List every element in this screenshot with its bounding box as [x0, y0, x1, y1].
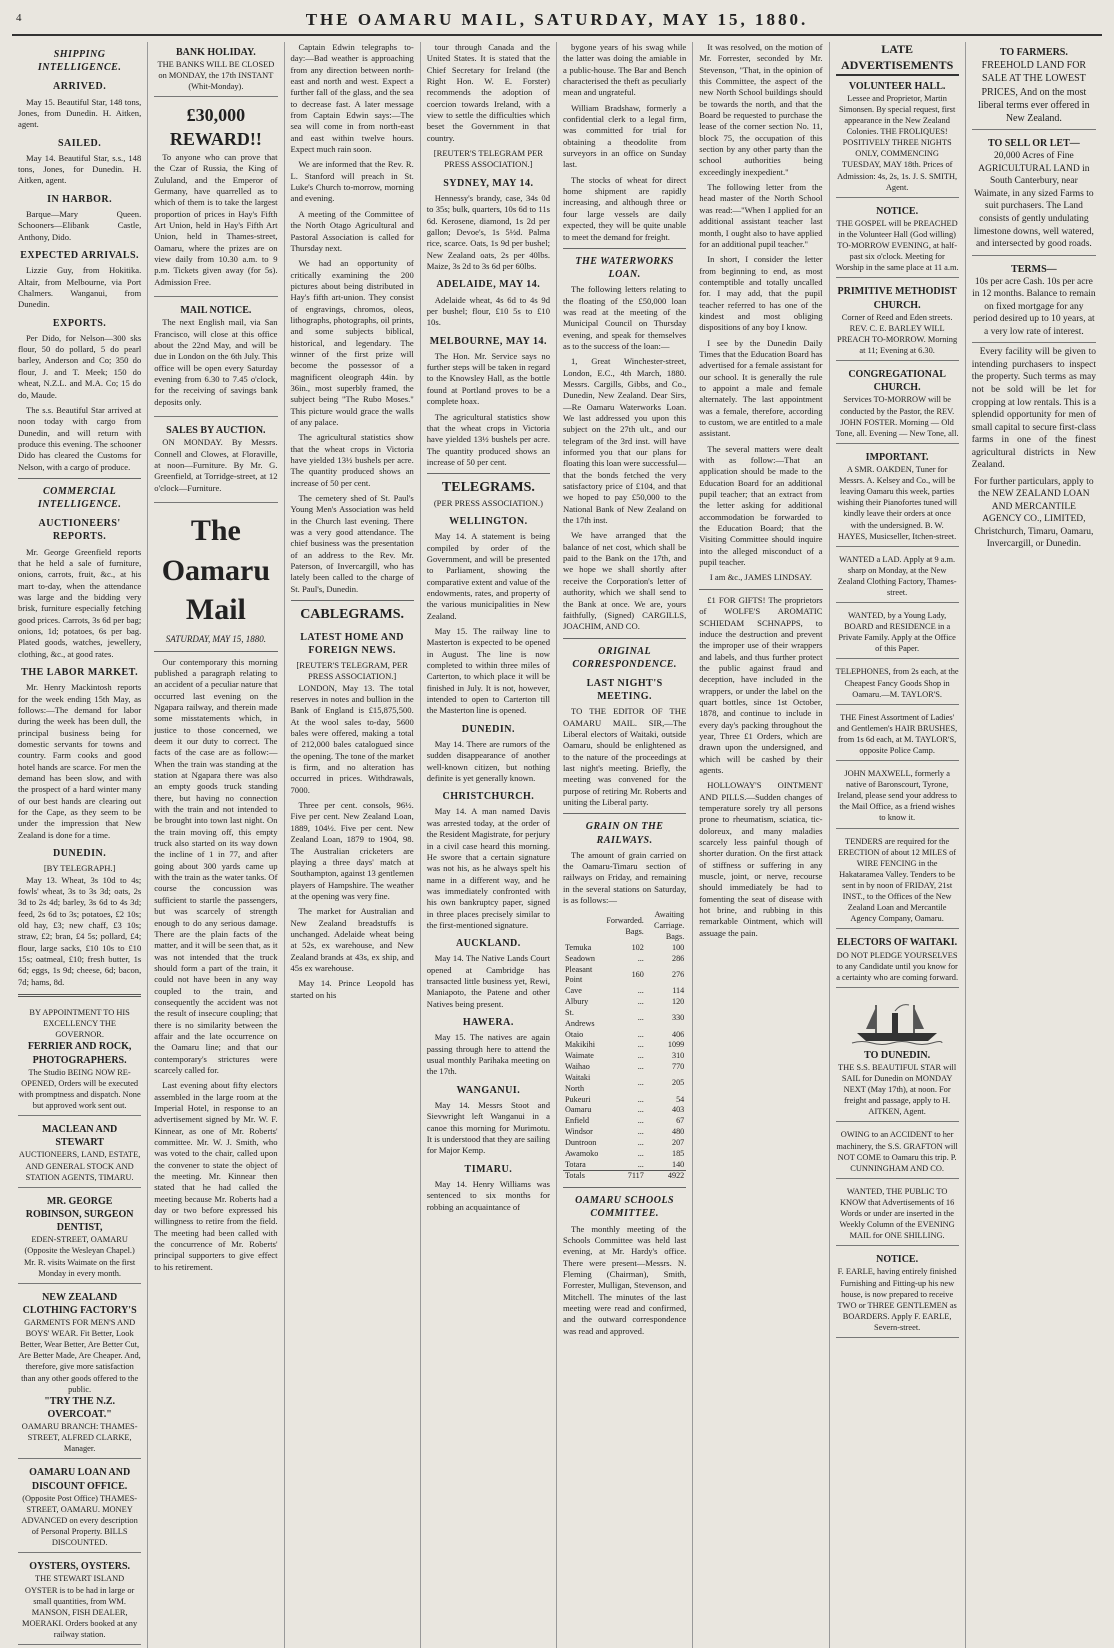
ad-to-sell-or-let	[972, 133, 1096, 255]
grain-heading: GRAIN ON THE RAILWAYS.	[585, 821, 664, 846]
waterworks-text: The following letters relating to the floating of the £50,000 loan was read at the meeting of the Municipal Council on Thursday evening, and speak for themselves as to the success of the loan:—	[563, 284, 687, 351]
dunedin-subheading: [BY TELEGRAPH.]	[43, 863, 116, 874]
telegrams-source: (PER PRESS ASSOCIATION.)	[433, 497, 543, 508]
table-cell: 770	[671, 1062, 685, 1072]
ad-text: The next English mail, via San Francisco, will close at this office about the 22nd May, and will be due in London on the 6th July. This office will be open every Saturday evening from 6.30 to 7.45 o'clock, for the receiving of savings bank deposits only.	[154, 317, 278, 407]
table-cell: 140	[671, 1159, 685, 1169]
ad-grafton	[836, 1125, 959, 1178]
table-cell: 54	[676, 1094, 685, 1104]
labor-heading: THE LABOR MARKET.	[21, 667, 139, 679]
source-line: [REUTER'S TELEGRAM PER PRESS ASSOCIATION.]	[433, 148, 544, 170]
ad-text: TELEPHONES, from 2s each, at the Cheapest Fancy Goods Shop in Oamaru.—M. TAYLOR'S.	[835, 667, 959, 699]
arrived-heading: ARRIVED.	[53, 81, 107, 93]
news-paragraph: We had an opportunity of critically examining the 200 pictures about being distributed in Hay's fifth art-union. They consist of engravings, chromos, oleos, lithographs, photographs, oil prints, and some subjects biblical, historical, and legendary. The winner of the first prize will become the possessor of a magnificent oleograph 44in. by 36in., most superbly framed, the subject being "The Rubo Moses." This picture would grace the walls of any palace.	[290, 258, 414, 427]
ad-gospel-notice	[836, 201, 959, 279]
masthead-title: THE OAMARU MAIL, SATURDAY, MAY 15, 1880.	[305, 10, 809, 29]
dunedin-heading: DUNEDIN.	[461, 723, 515, 735]
column-2	[148, 42, 284, 1648]
table-cell: Totara	[565, 1159, 586, 1169]
ad-text: EDEN-STREET, OAMARU (Opposite the Wesleyan Chapel.) Mr. R. visits Waimate on the first Monday in every month.	[23, 1235, 136, 1278]
editorial-paragraph: Last evening about fifty electors assembled in the large room at the Imperial Hotel, in response to an advertisement signed by Mr. W. F. Kinnear, as one of Mr. Roberts' committee. Mr. W. J. Smith, who was voted to the chair, called upon the convener to state the object of the meeting. Mr. Kinnear then stated that he had called the meeting because Mr. Roberts had a day or two before expressed his willingness to retire from the field. The meeting had been called with the concurrence of Mr. Roberts' principal supporters to give effect to his retirement.	[154, 1080, 278, 1272]
masthead	[12, 10, 1102, 36]
table-row	[563, 986, 686, 997]
ad-text: THE S.S. BEAUTIFUL STAR will SAIL for Dunedin on MONDAY NEXT (May 17th), at noon. For freight and passage, apply to H. AITKEN, Agent.	[838, 1062, 957, 1117]
table-cell: 1099	[667, 1040, 685, 1050]
ad-title: PRIMITIVE METHODIST CHURCH.	[837, 286, 957, 311]
ad-title: TERMS—	[1011, 263, 1057, 275]
christchurch-heading: CHRISTCHURCH.	[442, 791, 535, 803]
divider	[699, 589, 822, 590]
ad-title: TO SELL OR LET—	[987, 138, 1080, 150]
ad-title: TO DUNEDIN.	[864, 1049, 931, 1061]
ad-to-dunedin	[836, 991, 959, 1123]
ad-text: ON MONDAY. By Messrs. Connell and Clowes, at Floraville, at noon—Furniture. By Mr. G. Greenfield, at Torridge-street, at 12 o'clock—Furniture.	[154, 437, 278, 493]
ad-title: SALES BY AUCTION.	[166, 425, 266, 437]
ad-text: Services TO-MORROW will be conducted by the Pastor, the REV. JOHN FOSTER. Morning — Old Tone, all. Evening — New Tone, all.	[835, 395, 959, 438]
auctioneers-heading: AUCTIONEERS' REPORTS.	[38, 518, 121, 543]
table-cell: 276	[671, 970, 685, 980]
ad-text: TENDERS are required for the ERECTION of about 12 MILES of WIRE FENCING in the Hakataramea Valley. Tenders to be sent in by noon of FRIDAY, 21st INST., to the Offices of the New Zealand Loan and Mercantile Agency Company, Oamaru.	[838, 836, 957, 924]
cable-paragraph: The market for Australian and New Zealand breadstuffs is unchanged. Adelaide wheat being at 52s, ex warehouse, and New Zealand brands at 43s, ex ship, and 45s ex warehouse.	[290, 906, 414, 973]
ad-wanted-board	[836, 606, 959, 659]
last-night-text: TO THE EDITOR OF THE OAMARU MAIL. SIR,—The Liberal electors of Waitaki, outside Oamaru, should be enlightened as to the nature of the proceedings at last night's meeting. Briefly, the meeting was convened for the purpose of retiring Mr. Roberts and uniting the Liberal party.	[563, 706, 687, 808]
divider	[291, 600, 414, 601]
expected-text: Lizzie Guy, from Hokitika. Altair, from Melbourne, via Port Chalmers. Wanganui, from Dunedin.	[18, 265, 142, 310]
telegrams-heading: TELEGRAMS.	[441, 480, 535, 496]
ad-text: Corner of Reed and Eden streets. REV. C. E. BARLEY WILL PREACH TO-MORROW. Morning at 11; Evening at 6.30.	[837, 312, 958, 355]
ad-text: Every facility will be given to intending purchasers to inspect the property. Such terms as may not be sold will be let for cropping at low rentals. This is a splendid opportunity for men of small capital to secure first-class farms in one of the finest agricultural districts in New Zealand.	[971, 347, 1096, 471]
wanganui-text: May 14. Messrs Stoot and Sievwright left Wanganui in a canoe this morning for Murimotu. It is understood that they are sailing for Major Kemp.	[426, 1099, 550, 1156]
ad-bank-holiday	[154, 42, 277, 97]
ad-loan-office	[18, 1462, 141, 1553]
sailed-heading: SAILED.	[58, 137, 102, 149]
ad-title: ELECTORS OF WAITAKI.	[837, 937, 958, 949]
ad-text: THE GOSPEL will be PREACHED in the Volunteer Hall (God willing) TO-MORROW EVENING, at half-past six o'clock. Meeting for Worship in the same place at 11 a.m.	[835, 218, 959, 273]
christchurch-text: May 14. A man named Davis was arrested today, at the order of the Resident Magistrate, for perjury in a civil case heard this morning. He swore that a certain signature was not his, as he always spelt his name in a different way, and he was immediately confronted with his own bankruptcy paper, signed in three places precisely similar to the first-mentioned signature.	[426, 806, 550, 930]
ad-text: Lessee and Proprietor, Martin Simonsen. By special request, first appearance in the New Zealand Colonies. THE FROLIQUES! POSITIVELY THREE NIGHTS ONLY, COMMENCING TUESDAY, MAY 18th. Prices of Admission: 4s, 2s, 1s. J. S. SMITH, Agent.	[837, 93, 958, 192]
news-paragraph: bygone years of his swag while the latter was doing the amiable in a public-house. The Bar and Bench characterised the theft as peculiarly mean and ungrateful.	[563, 42, 687, 98]
table-row	[563, 1116, 686, 1127]
table-cell: ...	[637, 1116, 644, 1126]
table-cell: Waimate	[565, 1051, 594, 1061]
table-row	[563, 997, 686, 1008]
ad-title: MR. GEORGE ROBINSON, SURGEON DENTIST,	[25, 1195, 134, 1234]
ad-title: BANK HOLIDAY.	[175, 47, 256, 58]
ad-sales	[154, 420, 277, 503]
table-cell: Makikihi	[565, 1040, 596, 1050]
grain-text: The amount of grain carried on the Oamaru-Timaru section of railways on Friday, and remaining in the several stations on Saturday, is as follows:—	[563, 849, 687, 906]
table-cell: Temuka	[565, 942, 592, 952]
page-number: 4	[16, 12, 22, 24]
adelaide-heading: ADELAIDE, MAY 14.	[436, 279, 541, 291]
ad-text: OWING to an ACCIDENT to her machinery, the S.S. GRAFTON will NOT COME to Oamaru this trip. P. CUNNINGHAM AND CO.	[836, 1130, 958, 1173]
in-harbor-heading: IN HARBOR.	[47, 193, 113, 205]
table-cell: Totals	[563, 1171, 602, 1182]
table-cell: ...	[637, 1137, 644, 1147]
ad-evening-mail	[836, 1182, 959, 1246]
table-row	[563, 1160, 686, 1171]
table-cell: Awamoko	[565, 1148, 599, 1158]
ad-telephones	[836, 662, 959, 704]
table-cell: Duntroon	[565, 1137, 597, 1147]
table-cell: Pukeuri	[565, 1094, 591, 1104]
cablegrams-heading: CABLEGRAMS.	[300, 607, 405, 623]
divider	[427, 473, 550, 474]
table-cell: 310	[671, 1051, 685, 1061]
cable-paragraph: Three per cent. consols, 96½. Five per cent. New Zealand Loan, 1889, 104½. Five per cent. New Zealand Loan, 1879 to 1904, 98. The Australian cricketers are playing a three days' match at Southampton, against 13 gentlemen players of Hampshire. The weather at the opening was very fine.	[290, 800, 414, 901]
editorial-paragraph: Our contemporary this morning published a paragraph relating to an accident of a peculiar nature that occurred last evening on the Ngapara railway, and therein made some misstatements which, in justice to those concerned, we deem it our duty to correct. The facts of the case are as follow:—When the train was standing at the station at Ngapara there was also an empty goods truck standing there, but having no connection with the train and not intended to be brought into town last night. On the train moving off, this empty truck also started on its way down the incline of 1 in 77, and after going about 300 yards came up with the train as the water tanks. Of course the concussion was sufficient to startle the passengers, but was scarcely of strength enough to do any serious damage. There are the plain facts of the matter, and it will be seen that, as it was not intended that the truck should form a part of the train, it could not have been in any way coupled to the train, and consequently the accident was not the result of insecure coupling; that there is no similarity between the affair and the late occurrence on the Oamaru line; and that our contemporary's strictures were scarcely called for.	[154, 656, 278, 1075]
late-ads-heading: LATE ADVERTISEMENTS	[836, 42, 959, 76]
news-paragraph: It was resolved, on the motion of Mr. Forrester, seconded by Mr. Stevenson, "That, in the opinion of this Committee, the aspect of the new North School buildings should be towards the north, and that the Board be requested to purchase the lease of the corner section No. 11, block 75, the occupation of this section by any other party than the school authorities being exceedingly inexpedient."	[699, 42, 823, 177]
table-row	[563, 1062, 686, 1073]
table-row	[563, 965, 686, 987]
table-cell: 120	[671, 997, 685, 1007]
table-cell: 100	[671, 942, 685, 952]
auctioneers-text: Mr. George Greenfield reports that he held a sale of furniture, onions, carrots, fruit, &c., at his mart to-day, when the attendance was large and the bidding very brisk, furniture especially fetching good prices. Carrots, 3s 6d per bag; onions, 1d; potatoes, 6s per bag. Plated goods, watches, jewellery, clothing, &c., at good rates.	[18, 546, 142, 659]
auckland-heading: AUCKLAND.	[455, 938, 521, 950]
table-cell: Albury	[565, 997, 589, 1007]
ad-text: WANTED, THE PUBLIC TO KNOW that Advertisements of 16 Words or under are inserted in the Weekly Column of the EVENING MAIL for ONE SHILLING.	[839, 1186, 955, 1241]
table-cell: ...	[637, 1105, 644, 1115]
news-paragraph: A meeting of the Committee of the North Otago Agricultural and Pastoral Association is called for Thursday next.	[290, 208, 414, 253]
ad-text: OAMARU BRANCH: THAMES-STREET, ALFRED CLARKE, Manager.	[21, 1422, 138, 1454]
ad-congregational	[836, 364, 959, 444]
ad-title: CONGREGATIONAL CHURCH.	[848, 369, 946, 394]
ad-slogan: "TRY THE N.Z. OVERCOAT."	[44, 1395, 116, 1420]
ad-clothing-factory	[18, 1287, 141, 1460]
ad-title: MACLEAN AND STEWART	[41, 1124, 118, 1149]
divider	[563, 638, 686, 639]
table-cell: ...	[637, 1040, 644, 1050]
table-cell: 330	[671, 1013, 685, 1023]
table-row	[563, 1073, 686, 1095]
ad-title: TO FARMERS.	[999, 47, 1068, 58]
table-row	[563, 1138, 686, 1149]
column-5	[557, 42, 693, 1648]
ad-title: FERRIER AND ROCK, PHOTOGRAPHERS.	[27, 1041, 132, 1066]
table-cell: ...	[637, 1078, 644, 1088]
exports-text: Per Dido, for Nelson—300 sks flour, 50 do pollard, 5 do pearl barley, Anderson and Co; 350 do flour, J. and T. Meek; 150 do wheat, N.Z.L. and M.A. Co; 15 do do, Maude.	[18, 332, 142, 400]
table-cell: 7117	[602, 1171, 646, 1182]
table-header-cell: Forwarded. Bags.	[606, 915, 644, 936]
ad-title: MAIL NOTICE.	[180, 305, 252, 317]
shipping-heading: SHIPPING INTELLIGENCE.	[37, 49, 122, 74]
ad-title: OAMARU LOAN AND DISCOUNT OFFICE.	[29, 1467, 131, 1492]
letter-text: We have arranged that the balance of net cost, which shall be paid to the Bank on the 17th, and we hope we shall shortly after receive the Corporation's letter of authority, which we shall send to the Bank at once. We are, yours faithfully, (Signed) CARGILLS, JOACHIM, AND CO.	[563, 530, 687, 632]
ad-important	[836, 447, 959, 547]
news-paragraph: The stocks of wheat for direct home shipment are rapidly increasing, and although three or four large vessels are daily expected, they will be quite unable to meet the demand for freight.	[563, 174, 687, 242]
melbourne-text: The Hon. Mr. Service says no further steps will be taken in regard to the Knowsley Hall, as the bottle found at Portland proves to be a complete hoax.	[426, 350, 550, 407]
news-paragraph: The following letter from the head master of the North School was read:—"When I applied for an additional assistant teacher last month, I ought also to have applied for an additional pupil teacher."	[699, 182, 823, 249]
correspondence-heading: ORIGINAL CORRESPONDENCE.	[572, 645, 677, 670]
exports-heading: EXPORTS.	[52, 317, 107, 329]
divider	[563, 1187, 686, 1188]
ad-appointment: BY APPOINTMENT TO HIS EXCELLENCY THE GOVERNOR.	[29, 1008, 130, 1040]
wellington-text: May 15. The railway line to Masterton is expected to be opened in August. The line is now completed to within three miles of Carterton, to which place it will be finished in July. It is not, however, intended to open to Carterton till the Masterton line is opened.	[426, 625, 550, 716]
news-paragraph: We are informed that the Rev. R. L. Stanford will preach in St. Luke's Church to-morrow, morning and evening.	[290, 159, 414, 204]
table-cell: ...	[637, 1094, 644, 1104]
ad-maclean-stewart	[18, 1119, 141, 1188]
news-paragraph: I see by the Dunedin Daily Times that the Education Board has advertised for a female assistant for our school. It is generally the rule to appoint a male and female alternately. The last appointment was a female, therefore, according to custom, we are entitled to a male assistant.	[699, 337, 823, 439]
table-cell: 160	[631, 970, 644, 980]
table-row	[563, 1051, 686, 1062]
dunedin-text: May 13. Wheat, 3s 10d to 4s; fowls' wheat, 3s to 3s 3d; oats, 2s 3d to 2s 4d; barley, 3s 6d to 4s 3d; feed, 2s 6d to 3s; potatoes, £2 10s; old hay, £3; new chaff, £3 10s; straw, £2; bran, £4 5s; pollard, £4; flour, large sacks, £10 10s to £10 15s; oatmeal, £10; fresh butter, 1s 6d; eggs, 1s 9d; cheese, 6d; bacon, 7d; hams, 8d.	[18, 874, 142, 987]
table-cell: ...	[637, 1051, 644, 1061]
ad-terms	[972, 259, 1096, 344]
table-cell: Cave	[565, 986, 582, 996]
table-row	[563, 1008, 686, 1030]
table-cell: 67	[676, 1116, 685, 1126]
waterworks-heading: THE WATERWORKS LOAN.	[575, 255, 674, 281]
ad-text: To anyone who can prove that the Czar of Russia, the King of Zululand, and the Emperor of Germany, have quarrelled as to which of them is to take the largest proportion of prices in Hay's Fifth Art Union, held in Hay's Fifth Art Union, held in Thames-street, Oamaru, where the prizes are on view daily from 10.30 a.m. to 9 p.m. Tickets given away (for 5s). Admission Free.	[154, 151, 278, 287]
table-cell: 480	[671, 1127, 685, 1137]
steamship-icon	[852, 999, 942, 1045]
ad-text: The Studio BEING NOW RE-OPENED, Orders will be executed with promptness and dispatch. None but approved work sent out.	[18, 1067, 141, 1110]
grain-table-body	[563, 943, 686, 1182]
table-cell: Waitaki North	[565, 1072, 591, 1093]
hawera-heading: HAWERA.	[462, 1017, 514, 1029]
letter-text: 1, Great Winchester-street, London, E.C., 4th March, 1880. Messrs. Cargills, Gibbs, and Co., Dunedin, New Zealand. Dear Sirs,—Re Oamaru Waterworks Loan. We last addressed you upon this subject on the 27th ult., and our telegram of the 3rd inst. will have informed you that our plans for floating this loan were successful—that the bonds fetched the very satisfactory price of £104, and that we hoped to pay £50,000 to the National Bank of New Zealand on the 17th inst.	[563, 356, 687, 526]
ad-earle-notice	[836, 1249, 959, 1338]
news-paragraph: £1 FOR GIFTS! The proprietors of WOLFE'S AROMATIC SCHIEDAM SCHNAPPS, to induce the destruction and prevent the improper use of their wrappers and labels, and thus further protect the public against fraud and deception, have included in the wrappers, or under the label on the quart bottles, since 1st October, 1878, and continue to include in every day's packing throughout the year, Three £1 Orders, which are drawn upon the undersigned, and which will be cashed by their agents.	[699, 594, 823, 775]
table-row	[563, 954, 686, 965]
cable-paragraph: LONDON, May 13. The total reserves in notes and bullion in the Bank of England is £15,875,500. At the wool sales to-day, 5600 bales were offered, making a total of 212,000 bales catalogued since the opening. The tone of the market is firm, and no alteration has occurred in prices. Withdrawals, 7000.	[290, 682, 414, 795]
ad-electors	[836, 932, 959, 987]
ad-text: THE BANKS WILL BE CLOSED on MONDAY, the 17th INSTANT (Whit-Monday).	[157, 60, 275, 92]
shipping-notice: The s.s. Beautiful Star arrived at noon today with cargo from Dunedin, and will return with produce this evening. The schooner Dido has cleared the Customs for Nelson, with a cargo of produce.	[18, 404, 142, 472]
ad-to-farmers	[972, 42, 1096, 130]
letter-signature: I am &c., JAMES LINDSAY.	[709, 572, 812, 583]
table-row	[563, 1030, 686, 1041]
ad-text: A SMR. OAKDEN, Tuner for Messrs. A. Kelsey and Co., will be leaving Oamaru this week, parties wishing their Pianofortes tuned will kindly leave their orders at once with the undersigned. B. W. HAYES, Musicseller, Itchen-street.	[837, 465, 958, 541]
ad-john-maxwell	[836, 764, 959, 828]
divider	[18, 478, 141, 479]
table-cell: Seadown	[565, 953, 596, 963]
schools-text: The monthly meeting of the Schools Committee was held last evening, at Mr. Hardy's office. There were present—Messrs. N. Fleming (Chairman), Smith, Forrester, Mulligan, Stevenson, and Mitchell. The minutes of the last meeting were read and confirmed, and the outward correspondence was read and approved.	[563, 1223, 687, 1336]
news-paragraph: William Bradshaw, formerly a confidential clerk to a legal firm, was committed for trial for obtaining a theodolite from surveyors in an office on Sunday last.	[563, 102, 687, 170]
table-cell: 102	[631, 942, 644, 952]
news-paragraph: The cemetery shed of St. Paul's Young Men's Association was held in the Church last evening. There was a very good attendance. The chief business was the presentation of an address to the Rev. Mr. Paterson, of Invercargill, who has lately been called to the charge of St. Paul's, Dunedin.	[290, 493, 414, 594]
sailed-text: May 14. Beautiful Star, s.s., 148 tons, Jones, for Dunedin. H. Aitken, agent.	[18, 152, 142, 186]
dunedin-text: May 14. There are rumors of the sudden disappearance of another well-known citizen, but nothing definite is yet generally known.	[426, 738, 550, 783]
news-paragraph: The several matters were dealt with as follow:—That an application should be made to the Education Board for an additional pupil teacher; that an extract from the letter asking for additional accommodation be forwarded to the Education Board; that the Visiting Committee should inquire into the alleged misconduct of a pupil teacher.	[699, 443, 823, 568]
table-row	[563, 1095, 686, 1106]
ad-text: (Opposite Post Office) THAMES-STREET, OAMARU. MONEY ADVANCED on every description of Personal Property. BILLS DISCOUNTED.	[21, 1493, 138, 1548]
expected-heading: EXPECTED ARRIVALS.	[20, 250, 140, 262]
ad-text: WANTED a LAD. Apply at 9 a.m. sharp on Monday, at the New Zealand Clothing Factory, Thames-street.	[837, 554, 957, 597]
cablegrams-subheading: LATEST HOME AND FOREIGN NEWS.	[300, 631, 405, 656]
ad-title: IMPORTANT.	[865, 451, 929, 463]
table-total-row	[563, 1171, 686, 1182]
ad-text: F. EARLE, having entirely finished Furnishing and Fitting-up his new house, is now prepared to receive TWO or THREE GENTLEMEN as BOARDERS. Apply F. EARLE, Severn-street.	[837, 1267, 957, 1332]
table-cell: Oamaru	[565, 1105, 592, 1115]
ad-tenders	[836, 832, 959, 930]
columns	[12, 42, 1102, 1639]
table-cell: ...	[637, 1029, 644, 1039]
divider	[18, 994, 141, 997]
column-4	[421, 42, 557, 1648]
table-cell: 406	[671, 1029, 685, 1039]
dunedin-heading: DUNEDIN.	[53, 848, 107, 860]
cable-paragraph: May 14. Prince Leopold has started on his	[290, 978, 414, 1000]
sydney-text: Hennessy's brandy, case, 34s 0d to 35s; bulk, quarters, 10s 6d to 11s 6d. Kerosene, diamond, 1s 2d per gallon; Devoe's, 1s 5½d. Palma rice, scarce. Oats, 1s 9d per bushel; New Zealand oats, 2s per 40lbs. Maize, 3s 2d to 3s 6d per 60lbs.	[426, 192, 550, 272]
grain-table	[563, 910, 686, 1182]
ad-primitive-methodist	[836, 281, 959, 361]
table-cell: St. Andrews	[565, 1007, 595, 1028]
ad-photographers	[18, 1003, 141, 1116]
table-row	[563, 1105, 686, 1116]
table-header-cell: Awaiting Carriage. Bags.	[654, 910, 685, 942]
table-cell: ...	[637, 1159, 644, 1169]
ad-oysters	[18, 1556, 141, 1645]
paper-date: SATURDAY, MAY 15, 1880.	[165, 633, 267, 644]
sydney-heading: SYDNEY, MAY 14.	[443, 177, 534, 189]
ad-text: For further particulars, apply to the NEW ZEALAND LOAN AND MERCANTILE AGENCY CO., LIMITED, Christchurch, Timaru, Oamaru, Invercargill, or Dunedin.	[974, 476, 1094, 550]
commercial-heading: COMMERCIAL INTELLIGENCE.	[37, 485, 122, 511]
ad-volunteer-hall	[836, 76, 959, 198]
ad-text: 20,000 Acres of Fine AGRICULTURAL LAND in South Canterbury, near Waimate, in any sized Farms to suit purchasers. The Land consists of gently undulating limestone downs, well watered, and intersected by good roads.	[973, 151, 1094, 250]
ad-text: 10s per acre Cash. 10s per acre in 12 months. Balance to remain on fixed mortgage for any period desired up to 10 years, at a very low rate of interest.	[972, 276, 1096, 337]
column-6	[693, 42, 829, 1648]
ad-title: £30,000 REWARD!!	[169, 105, 262, 150]
wellington-heading: WELLINGTON.	[449, 516, 528, 528]
ad-title: NOTICE.	[876, 1254, 919, 1266]
table-cell: Waihao	[565, 1062, 590, 1072]
table-cell: ...	[637, 1148, 644, 1158]
table-cell: Enfield	[565, 1116, 590, 1126]
cablegrams-source: [REUTER'S TELEGRAM, PER PRESS ASSOCIATION.]	[296, 660, 408, 682]
ad-title: NOTICE.	[876, 205, 919, 217]
table-header-cell	[563, 910, 602, 942]
divider	[563, 813, 686, 814]
schools-heading: OAMARU SCHOOLS COMMITTEE.	[575, 1195, 675, 1220]
adelaide-text: Adelaide wheat, 4s 6d to 4s 9d per bushel; flour, £10 5s to £10 10s.	[426, 294, 550, 328]
news-paragraph: HOLLOWAY'S OINTMENT AND PILLS.—Sudden changes of temperature sorely try all persons prone to rheumatism, sciatica, tic-doloreux, and many maladies scarcely less painful though of shorter duration. On the first attack of stiffness or suffering in any muscle, joint, or nerve, recourse should immediately be had to fomenting the seat of disease with hot brine, and rubbing in this remarkable Ointment, which will assuage the pain.	[699, 780, 823, 938]
table-cell: ...	[637, 953, 644, 963]
ad-text: FREEHOLD LAND FOR SALE AT THE LOWEST PRICES, And on the most liberal terms ever offered in New Zealand.	[978, 60, 1090, 124]
table-cell: ...	[637, 1062, 644, 1072]
hawera-text: May 15. The natives are again passing through here to attend the usual monthly Parihaka meeting on the 17th.	[426, 1032, 550, 1077]
ad-text: THE STEWART ISLAND OYSTER is to be had in large or small quantities, from WM. MANSON, FISH DEALER, MOERAKI. Orders booked at any railway station.	[22, 1574, 138, 1639]
ad-mail-notice	[154, 300, 277, 417]
last-night-heading: LAST NIGHT'S MEETING.	[586, 677, 663, 703]
timaru-heading: TIMARU.	[464, 1163, 513, 1175]
cable-paragraph: tour through Canada and the United States. It is stated that the Chief Secretary for Ireland (the Right Hon. W. E. Forster) recommends the adoption of coercion towards Ireland, with a view to settle the difficulties which beset the Government in that country.	[426, 42, 550, 143]
column-7	[830, 42, 966, 1648]
timaru-text: May 14. Henry Williams was sentenced to six months for robbing an acquaintance of	[426, 1178, 550, 1212]
table-cell: Windsor	[565, 1127, 593, 1137]
melbourne-heading: MELBOURNE, MAY 14.	[429, 335, 547, 347]
table-cell: Otaio	[565, 1029, 584, 1039]
table-cell: Pleasant Point	[565, 964, 593, 985]
table-cell: 185	[671, 1148, 685, 1158]
labor-text: Mr. Henry Mackintosh reports for the week ending 15th May, as follows:—The demand for labor during the week has been dull, the principal business being for domestic servants for towns and country. Farm cooks and good hotel hands are scarce. For men the demand has been slow, and with the prospect of a hard winter many of our best hands are clearing out for the Cape, as they seem to be under the impression that New Zealand is done for a time.	[18, 682, 142, 840]
table-row	[563, 1149, 686, 1160]
ad-text: WANTED, by a Young Lady, BOARD and RESIDENCE in a Private Family. Apply at the Office of this Paper.	[838, 611, 956, 654]
table-cell: 286	[671, 953, 685, 963]
ad-text: JOHN MAXWELL, formerly a native of Baronscourt, Tyrone, Ireland, please send your address to the Mail Office, as a friend wishes to know it.	[837, 769, 957, 823]
melbourne-text: The agricultural statistics show that the wheat crops in Victoria have yielded 13½ bushels per acre. The quantity produced shows an increase of 50 per cent.	[426, 411, 550, 467]
column-1	[12, 42, 148, 1648]
ad-title: NEW ZEALAND CLOTHING FACTORY'S	[22, 1291, 137, 1316]
table-cell: 207	[671, 1137, 685, 1147]
table-header-row	[563, 910, 686, 942]
ad-reward	[154, 100, 277, 297]
table-cell: ...	[637, 986, 644, 996]
divider	[563, 248, 686, 249]
ad-hair-brushes	[836, 708, 959, 761]
arrived-text: May 15. Beautiful Star, 148 tons, Jones, from Dunedin. H. Aitken, agent.	[18, 96, 142, 130]
divider	[154, 651, 277, 652]
table-row	[563, 943, 686, 954]
table-cell: 403	[671, 1105, 685, 1115]
wellington-text: May 14. A statement is being compiled by order of the Government, and will be presented to Parliament, showing the comparative extent and value of the endowments, rates, and property of the various municipalities in New Zealand.	[426, 531, 550, 621]
table-cell: 114	[672, 986, 685, 996]
table-cell: 205	[671, 1078, 685, 1088]
table-cell: 4922	[646, 1171, 686, 1182]
in-harbor-text: Barque—Mary Queen. Schooners—Elibank Castle, Anthony, Dido.	[18, 209, 142, 242]
auckland-text: May 14. The Native Lands Court opened at Cambridge has transacted little business yet, Rewi, Maniapoto, the Patene and other Natives being present.	[426, 953, 550, 1009]
ad-dentist	[18, 1191, 141, 1284]
table-cell: ...	[637, 1013, 644, 1023]
column-3	[285, 42, 421, 1648]
ad-text: DO NOT PLEDGE YOURSELVES to any Candidate until you know for a certainty who are coming forward.	[836, 950, 959, 982]
ad-title: OYSTERS, OYSTERS.	[29, 1561, 131, 1573]
ad-text: AUCTIONEERS, LAND, ESTATE, AND GENERAL STOCK AND STATION AGENTS, TIMARU.	[18, 1150, 141, 1182]
table-cell: ...	[637, 1127, 644, 1137]
news-paragraph: In short, I consider the letter from beginning to end, as most contemptible and totally uncalled for. I may add, that the pupil teacher referred to has one of the kindest and most obliging dispositions of any boy I know.	[699, 254, 823, 333]
ad-title: VOLUNTEER HALL.	[848, 80, 946, 92]
table-row	[563, 1127, 686, 1138]
paper-nameplate: The Oamaru Mail	[161, 513, 271, 627]
news-paragraph: Captain Edwin telegraphs to-day:—Bad weather is approaching from any direction between north-east and north and west. Expect a further fall of the glass, and the sea to decrease fast. A later message from Captain Edwin says:—The sea will come in from north-east and east within twelve hours. Expect much rain soon.	[290, 42, 414, 155]
ad-wanted-lad	[836, 550, 959, 603]
table-row	[563, 1040, 686, 1051]
wanganui-heading: WANGANUI.	[456, 1084, 521, 1096]
table-cell: ...	[637, 997, 644, 1007]
ad-text: GARMENTS FOR MEN'S AND BOYS' WEAR. Fit Better, Look Better, Wear Better, Are Better Cut, Are Better Made, Are Cheaper. And, therefore, give more satisfaction than any other goods offered to the public.	[18, 1318, 141, 1394]
column-8	[966, 42, 1102, 1648]
ad-text: THE Finest Assortment of Ladies' and Gentlemen's HAIR BRUSHES, from 1s 6d each, at M. TAYLOR'S, opposite Police Camp.	[837, 712, 958, 755]
news-paragraph: The agricultural statistics show that the wheat crops in Victoria have yielded 13½ bushels per acre. The quantity produced shows an increase of 50 per cent.	[290, 432, 414, 488]
